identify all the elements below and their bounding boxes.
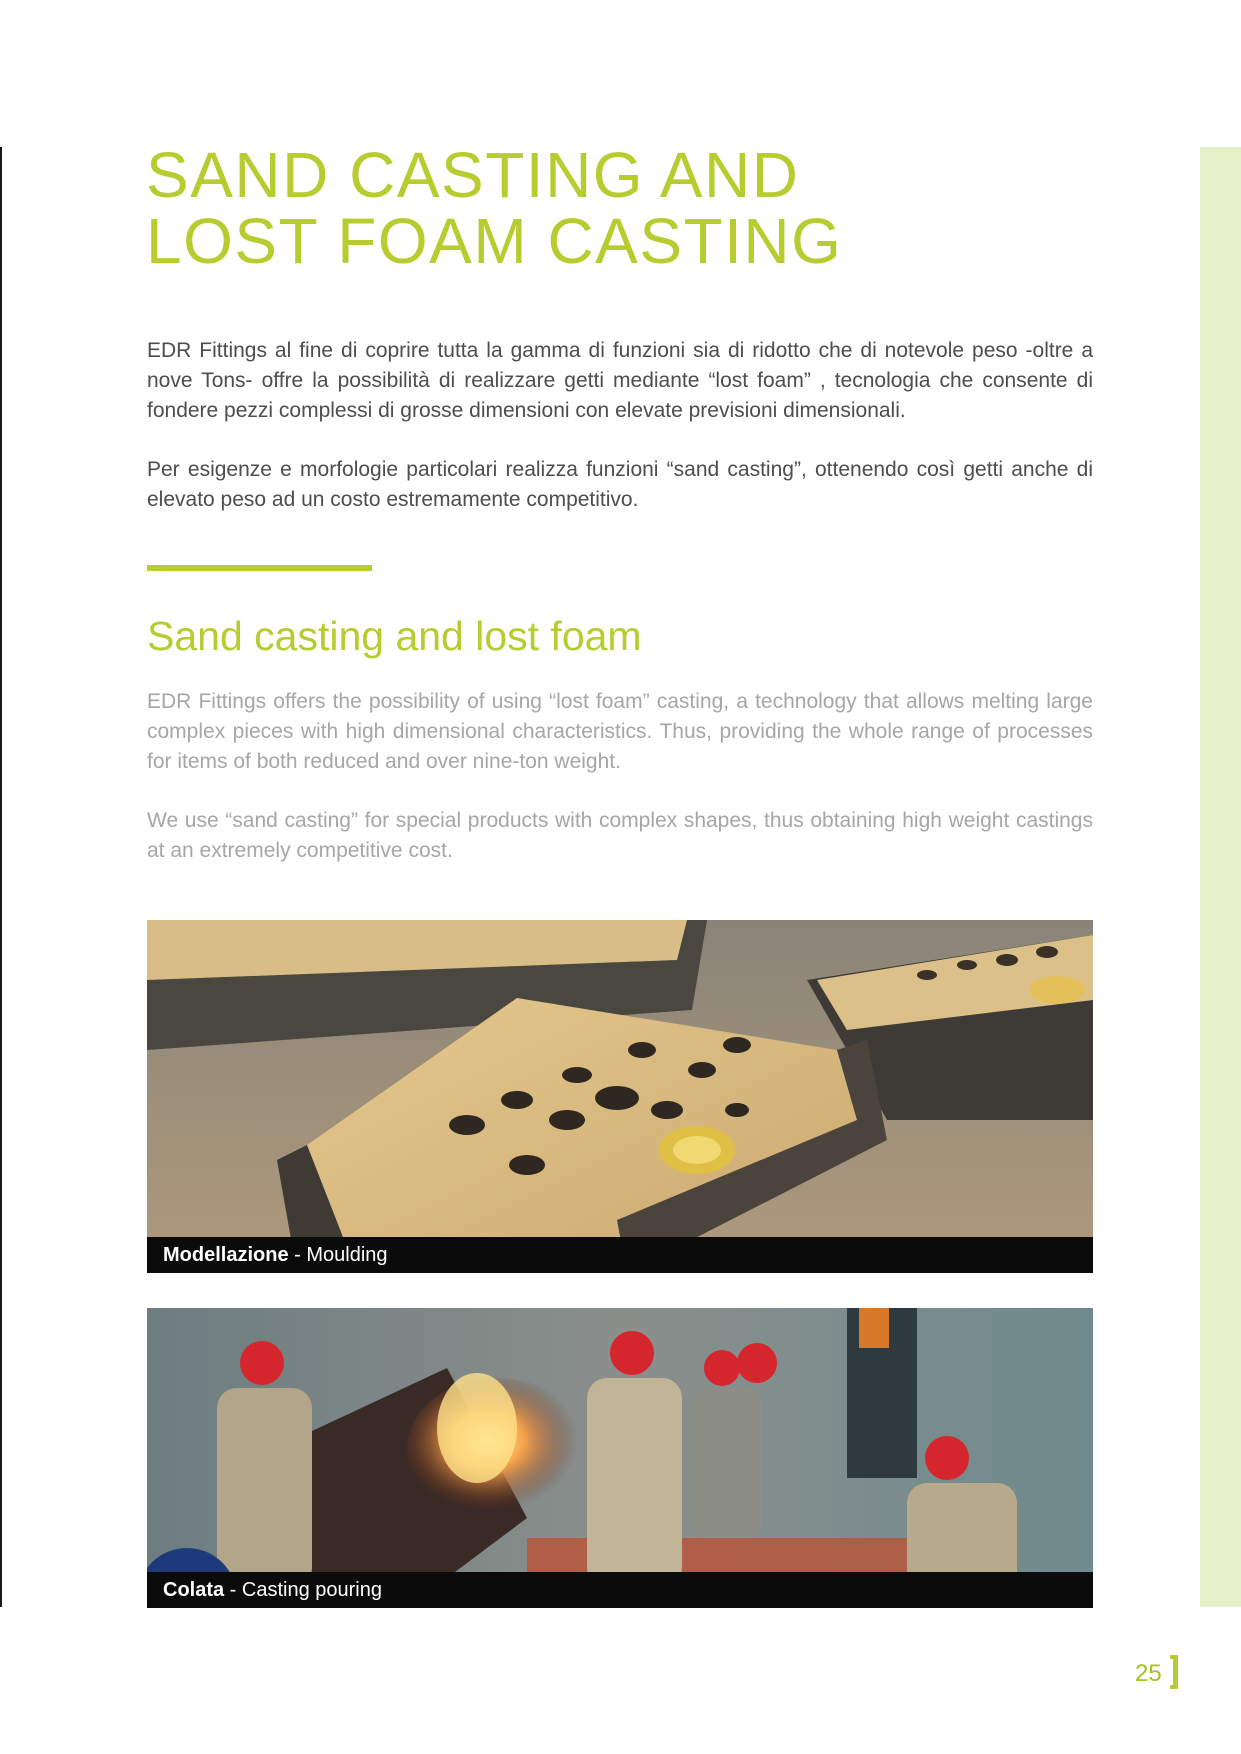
italian-paragraph-1: EDR Fittings al fine di coprire tutta la gamma di funzioni sia di ridotto che di notevole peso -oltre a nove Tons- offre la possibilità di realizzare getti mediante “lost foam” , tecnologia che consente di fondere pezzi complessi di grosse dimensioni con elevate previsioni dimensionali.	[147, 339, 1093, 422]
side-color-band	[1200, 147, 1241, 1607]
page-title	[146, 139, 1046, 277]
title-line-1: SAND CASTING AND	[146, 139, 800, 211]
italian-paragraph-2: Per esigenze e morfologie particolari realizza funzioni “sand casting”, ottenendo così getti anche di elevato peso ad un costo estremamente competitivo.	[147, 458, 1093, 511]
english-paragraph-1: EDR Fittings offers the possibility of using “lost foam” casting, a technology that allows melting large complex pieces with high dimensional characteristics. Thus, providing the whole range of processes for items of both reduced and over nine-ton weight.	[147, 690, 1093, 773]
title-line-2: LOST FOAM CASTING	[146, 205, 843, 277]
english-paragraph-2: We use “sand casting” for special products with complex shapes, thus obtaining high weight castings at an extremely competitive cost.	[147, 809, 1093, 862]
left-margin-rule	[0, 147, 2, 1607]
moulding-image	[147, 920, 1093, 1273]
english-subtitle: Sand casting and lost foam	[147, 613, 642, 659]
moulding-caption-text: - Moulding	[288, 1244, 388, 1266]
casting-caption-text: - Casting pouring	[224, 1579, 382, 1601]
moulding-caption	[147, 1237, 1093, 1273]
page-number: 25	[1135, 1660, 1162, 1687]
section-divider	[147, 565, 372, 571]
casting-caption	[147, 1572, 1093, 1608]
casting-caption-bold: Colata	[163, 1579, 225, 1601]
casting-image	[147, 1308, 1093, 1608]
page-number-bracket	[1170, 1655, 1178, 1689]
moulding-caption-bold: Modellazione	[163, 1244, 289, 1266]
casting-photo	[147, 1308, 1093, 1608]
moulding-photo	[147, 920, 1093, 1273]
